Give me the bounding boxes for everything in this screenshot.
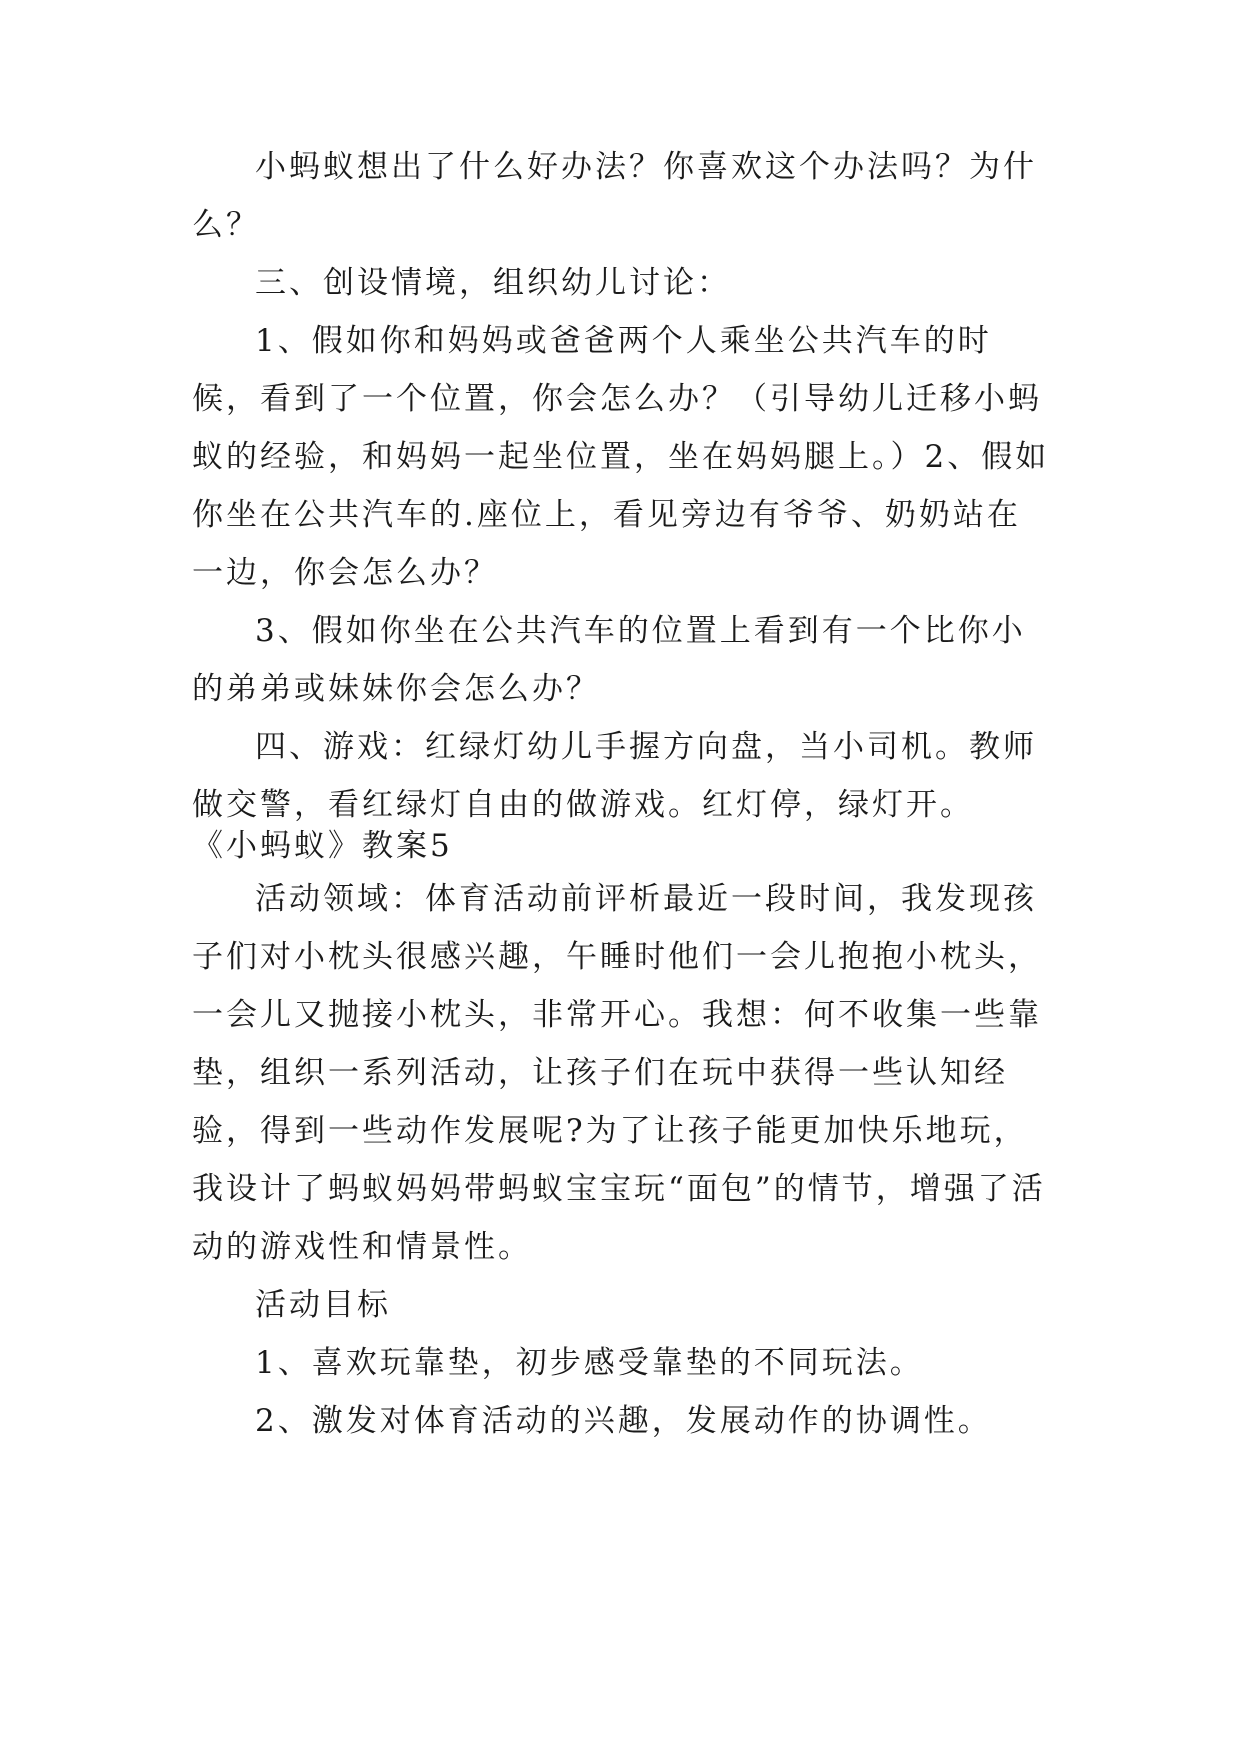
paragraph: 小蚂蚁想出了什么好办法？你喜欢这个办法吗？为什么？ xyxy=(192,149,1037,243)
section-a xyxy=(192,138,1052,834)
section-b xyxy=(192,870,1052,1450)
lesson-plan-heading-block xyxy=(192,817,1052,875)
goal-item: 1、喜欢玩靠垫，初步感受靠垫的不同玩法。 xyxy=(255,1345,924,1381)
paragraph: 3、假如你坐在公共汽车的位置上看到有一个比你小的弟弟或妹妹你会怎么办？ xyxy=(192,613,1026,707)
lesson-plan-heading: 《小蚂蚁》教案5 xyxy=(192,828,453,864)
paragraph: 活动领域：体育活动前评析最近一段时间，我发现孩子们对小枕头很感兴趣，午睡时他们一会儿抱抱小枕头，一会儿又抛接小枕头，非常开心。我想：何不收集一些靠垫，组织一系列活动，让孩子们在玩中获得一些认知经验，得到一些动作发展呢?为了让孩子能更加快乐地玩，我设计了蚂蚁妈妈带蚂蚁宝宝玩“面包”的情节，增强了活动的游戏性和情景性。 xyxy=(192,881,1046,1265)
goal-item: 2、激发对体育活动的兴趣，发展动作的协调性。 xyxy=(255,1403,992,1439)
activity-goals-heading: 活动目标 xyxy=(255,1287,391,1323)
section-heading-three: 三、创设情境，组织幼儿讨论： xyxy=(255,265,731,301)
paragraph: 1、假如你和妈妈或爸爸两个人乘坐公共汽车的时候，看到了一个位置，你会怎么办？（引导幼儿迁移小蚂蚁的经验，和妈妈一起坐位置，坐在妈妈腿上。）2、假如你坐在公共汽车的.座位上，看见旁边有爷爷、奶奶站在一边，你会怎么办？ xyxy=(192,323,1050,591)
paragraph: 四、游戏：红绿灯幼儿手握方向盘，当小司机。教师做交警，看红绿灯自由的做游戏。红灯停，绿灯开。 xyxy=(192,729,1037,823)
